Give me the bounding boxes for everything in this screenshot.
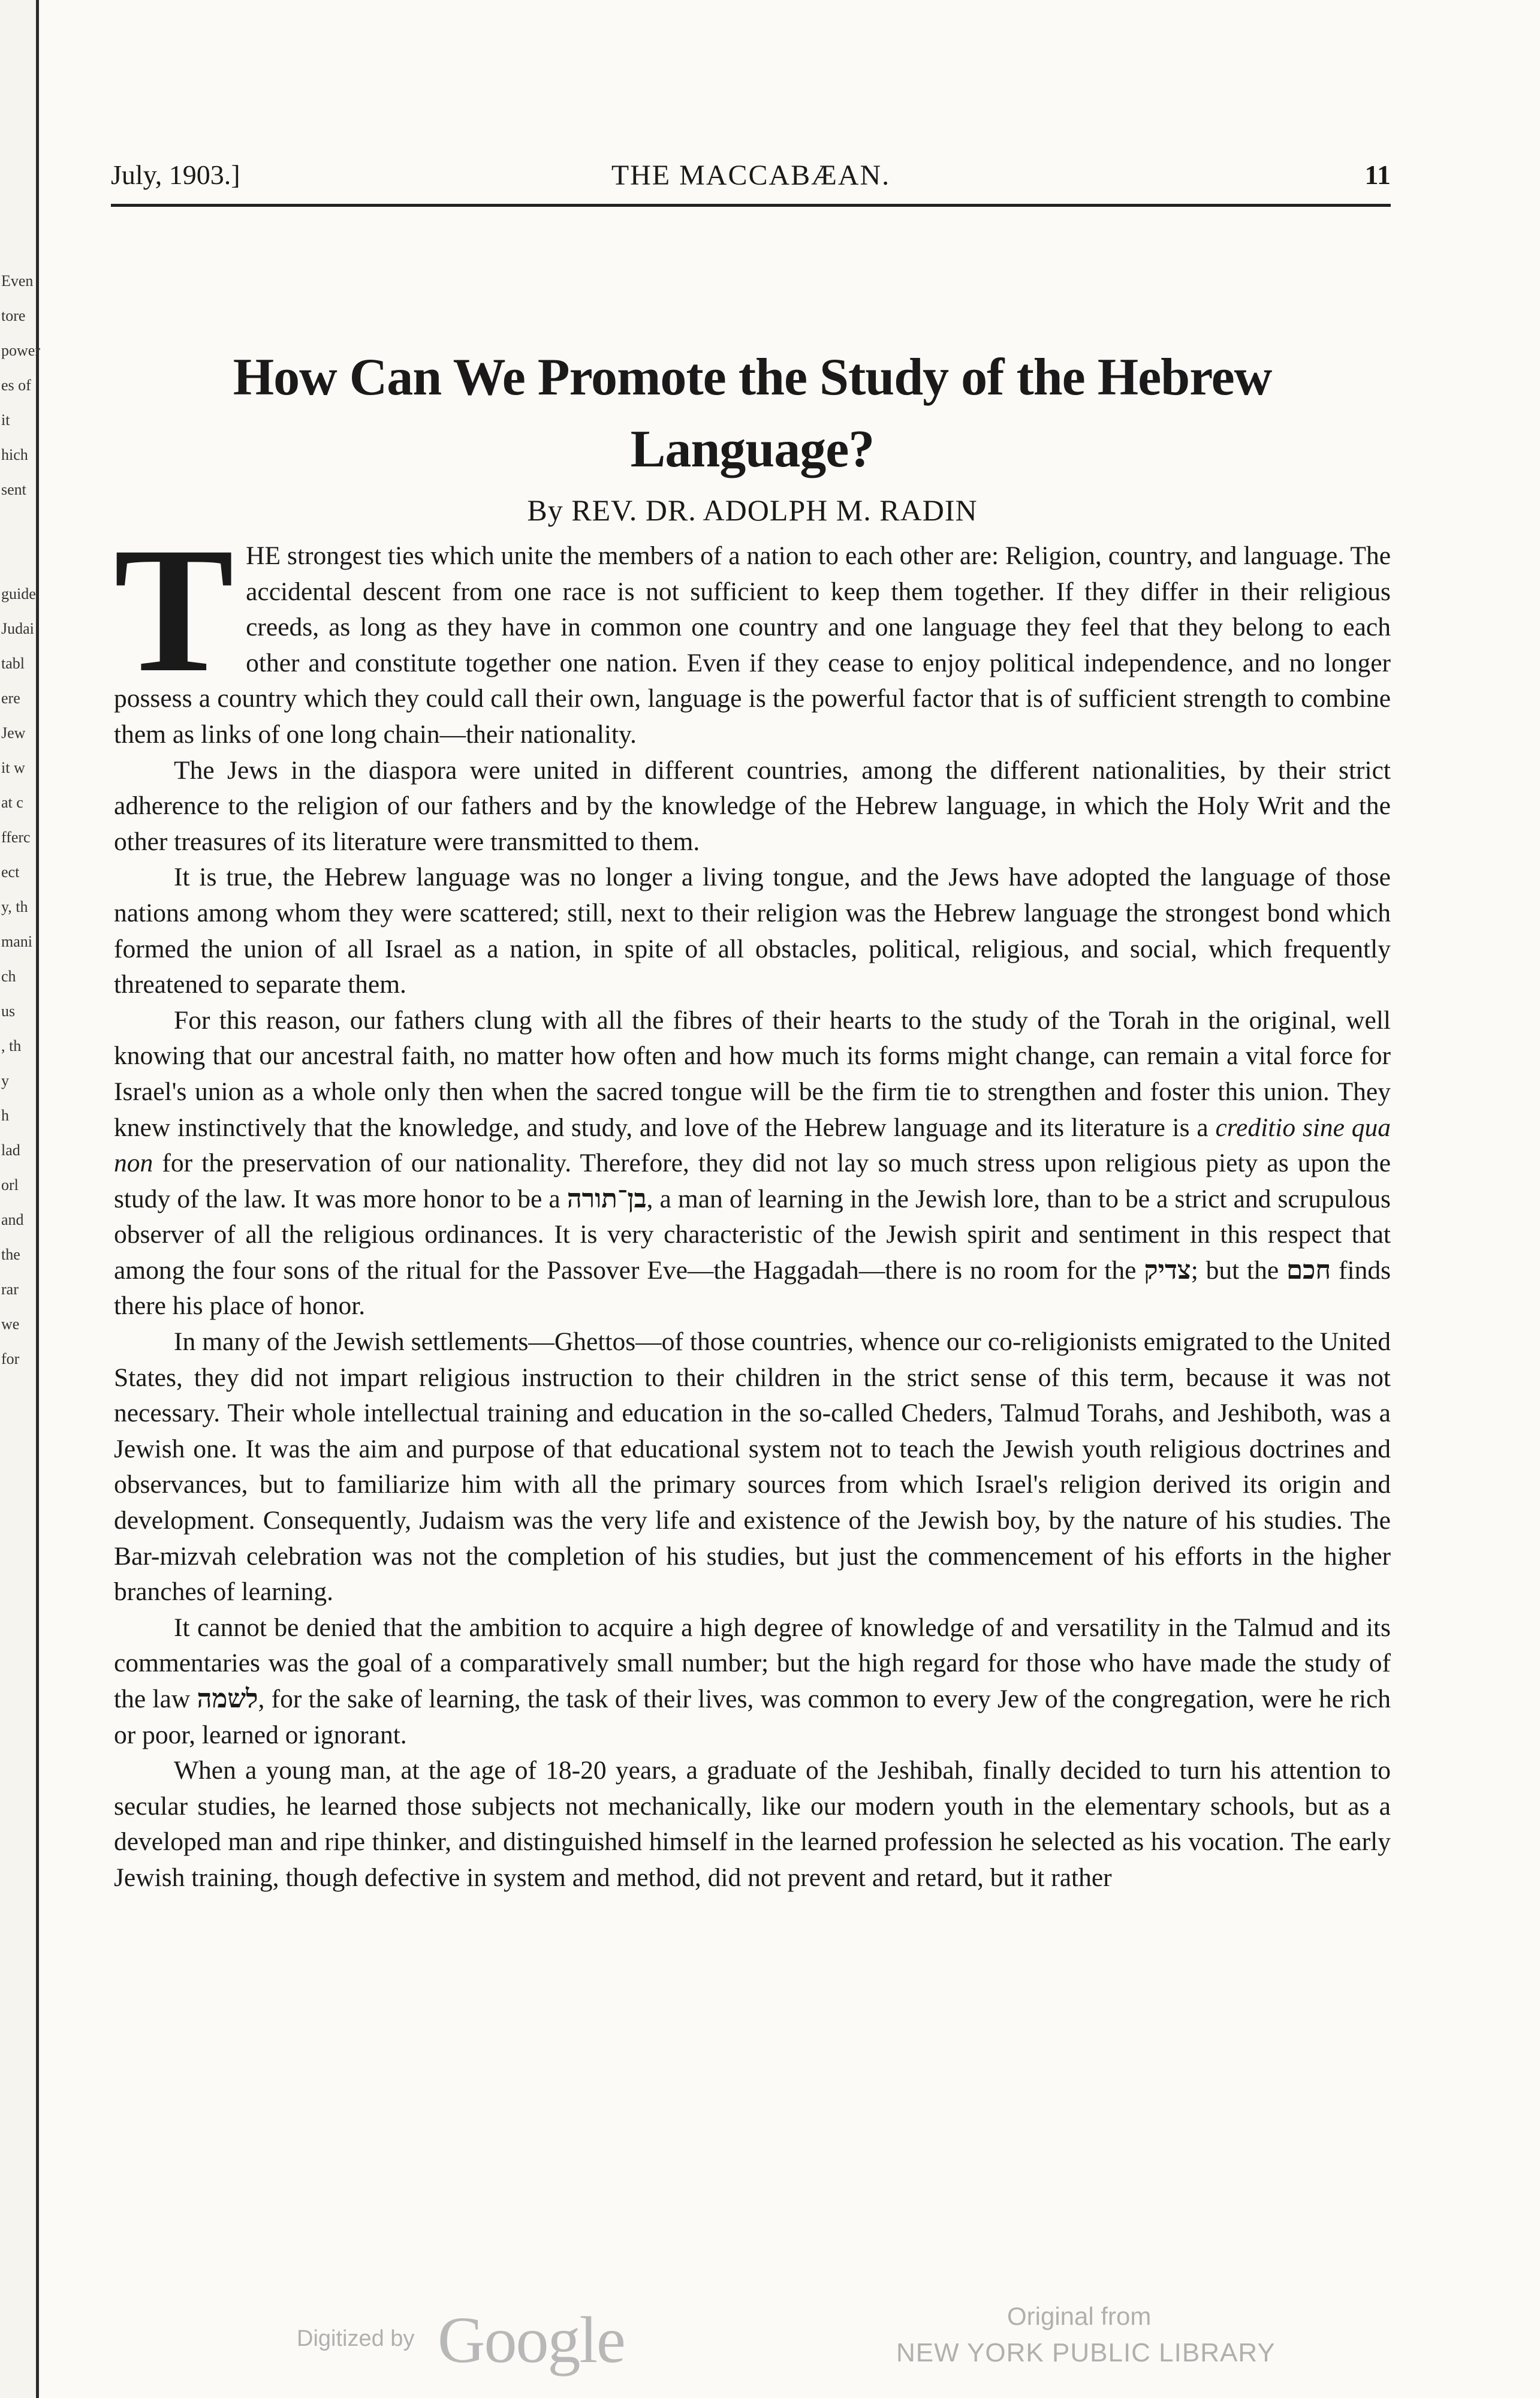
- hebrew-word: חכם: [1286, 1255, 1331, 1285]
- issue-date: July, 1903.]: [111, 159, 240, 190]
- google-logo: Google: [438, 2303, 625, 2376]
- paragraph-text: , a man of learning in the Jewish lore, than to be a strict and scrupulous observer of all the religious ordinances. It is very characteristic of the Jewish spirit and sentiment in this respect that among the four sons of the ritual for the Passover Eve—the Haggadah—there is no room for the: [114, 1184, 1391, 1285]
- gutter-fragment: h: [1, 1107, 9, 1124]
- gutter-fragment: fferc: [1, 829, 31, 846]
- article-title: How Can We Promote the Study of the Hebrew Language?: [233, 348, 1272, 478]
- gutter-fragment: sent: [1, 481, 26, 498]
- paragraph-text: , for the sake of learning, the task of their lives, was common to every Jew of the congregation, were he rich or poor, learned or ignorant.: [114, 1685, 1391, 1749]
- gutter-fragment: ere: [1, 689, 20, 707]
- gutter-fragment: power: [1, 342, 40, 359]
- gutter-fragment: at c: [1, 794, 23, 811]
- hebrew-word: צדיק: [1144, 1255, 1191, 1285]
- gutter-fragment: [1, 542, 36, 577]
- digitization-footer: [0, 2290, 1540, 2374]
- paragraph-text: For this reason, our fathers clung with all the fibres of their hearts to the study of the Torah in the original, well knowing that our ancestral faith, no matter how often and how much its forms might change, can remain a vital force for Israel's union as a whole only then when the sacred tongue will be the firm tie to strengthen and foster this union. They knew instinctively that the knowledge, and study, and love of the Hebrew language and its literature is a: [114, 1005, 1391, 1142]
- previous-page-gutter: [0, 0, 39, 2398]
- gutter-fragment: the: [1, 1246, 20, 1263]
- gutter-fragment: we: [1, 1315, 20, 1333]
- latin-phrase: creditio sine qua non: [114, 1113, 1391, 1178]
- article-byline: By REV. DR. ADOLPH M. RADIN: [527, 493, 978, 527]
- paragraph-7: When a young man, at the age of 18-20 years, a graduate of the Jeshibah, finally decided to turn his attention to secular studies, he learned those subjects not mechanically, like our modern youth in the elementary schools, but as a developed man and ripe thinker, and distinguished himself in the learned profession he selected as his vocation. The early Jewish training, though defective in system and method, did not prevent and retard, but it rather: [114, 1756, 1391, 1892]
- gutter-fragment: rar: [1, 1281, 19, 1298]
- gutter-fragment: and: [1, 1211, 24, 1228]
- gutter-fragment: for: [1, 1350, 20, 1367]
- gutter-fragment: ch: [1, 968, 16, 985]
- gutter-fragment: es of: [1, 376, 31, 394]
- gutter-fragment: it w: [1, 759, 25, 776]
- gutter-text-fragments: [1, 264, 40, 1376]
- paragraph-text: It cannot be denied that the ambition to acquire a high degree of knowledge of and versatility in the Talmud and its commentaries was the goal of a comparatively small number; but the high regard for those who have made the study of the law: [114, 1613, 1391, 1713]
- gutter-fragment: tore: [1, 307, 26, 324]
- digitized-by-label: Digitized by: [297, 2326, 415, 2351]
- paragraph-text: finds there his place of honor.: [114, 1255, 1391, 1321]
- original-from-label: Original from: [1007, 2302, 1152, 2330]
- gutter-fragment: y, th: [1, 898, 28, 915]
- gutter-fragment: Jew: [1, 724, 26, 742]
- gutter-fragment: hich: [1, 446, 28, 463]
- article: [114, 342, 1391, 1896]
- page-number: 11: [1364, 159, 1391, 190]
- hebrew-word: בן־תורה: [566, 1184, 647, 1213]
- gutter-fragment: orl: [1, 1176, 19, 1194]
- gutter-fragment: tabl: [1, 655, 25, 672]
- hebrew-word: לשמה: [197, 1685, 258, 1713]
- paragraph-text: HE strongest ties which unite the members of a nation to each other are: Religion, country, and language. The accidental descent from one race is not sufficient to keep them together. If they differ in their religious creeds, as long as they have in common one country and one language they feel that they belong to each other and constitute together one nation. Even if they cease to enjoy political independence, and no longer possess a country which they could call their own, language is the powerful factor that is of sufficient strength to combine them as links of one long chain—their nationality.: [114, 541, 1391, 749]
- paragraph-6: [114, 1610, 1391, 1753]
- paragraph-text: for the preservation of our nationality. Therefore, they did not lay so much stress upon religious piety as upon the study of the law. It was more honor to be a: [114, 1149, 1391, 1213]
- running-header: [111, 159, 1391, 195]
- paragraph-text: ; but the: [1191, 1255, 1279, 1285]
- header-rule: [111, 204, 1391, 207]
- publication-title: THE MACCABÆAN.: [611, 159, 891, 191]
- gutter-fragment: it: [1, 411, 10, 429]
- paragraph-2: The Jews in the diaspora were united in different countries, among the different nationalities, by their strict adherence to the religion of our fathers and by the knowledge of the Hebrew language, in which the Holy Writ and the other treasures of its literature were transmitted to them.: [114, 755, 1391, 856]
- paragraph-3: It is true, the Hebrew language was no longer a living tongue, and the Jews have adopted the language of those nations among whom they were scattered; still, next to their religion was the Hebrew language the strongest bond which formed the union of all Israel as a nation, in spite of all obstacles, political, religious, and social, which frequently threatened to separate them.: [114, 863, 1391, 999]
- gutter-fragment: , th: [1, 1037, 22, 1055]
- gutter-fragment: guide: [1, 585, 36, 602]
- gutter-fragment: lad: [1, 1141, 20, 1159]
- gutter-fragment: ect: [1, 863, 20, 881]
- gutter-fragment: y: [1, 1072, 9, 1089]
- gutter-fragment: [1, 507, 36, 542]
- library-name: NEW YORK PUBLIC LIBRARY: [896, 2338, 1276, 2367]
- drop-cap: T: [114, 510, 234, 709]
- gutter-fragment: Even: [1, 272, 34, 290]
- gutter-fragment: us: [1, 1002, 16, 1020]
- paragraph-5: In many of the Jewish settlements—Ghettos—of those countries, whence our co-religionists emigrated to the United States, they did not impart religious instruction to their children in the strict sense of this term, because it was not necessary. Their whole intellectual training and education in the so-called Cheders, Talmud Torahs, and Jeshiboth, was a Jewish one. It was the aim and purpose of that educational system not to teach the Jewish youth religious doctrines and observances, but to familiarize him with all the primary sources from which Israel's religion derived its origin and development. Consequently, Judaism was the very life and existence of the Jewish boy, by the nature of his studies. The Bar-mizvah celebration was not the completion of his studies, but just the commencement of his efforts in the higher branches of learning.: [114, 1327, 1391, 1607]
- gutter-fragment: Judai: [1, 620, 34, 637]
- paragraph-4: [114, 1003, 1391, 1324]
- gutter-fragment: mani: [1, 933, 32, 950]
